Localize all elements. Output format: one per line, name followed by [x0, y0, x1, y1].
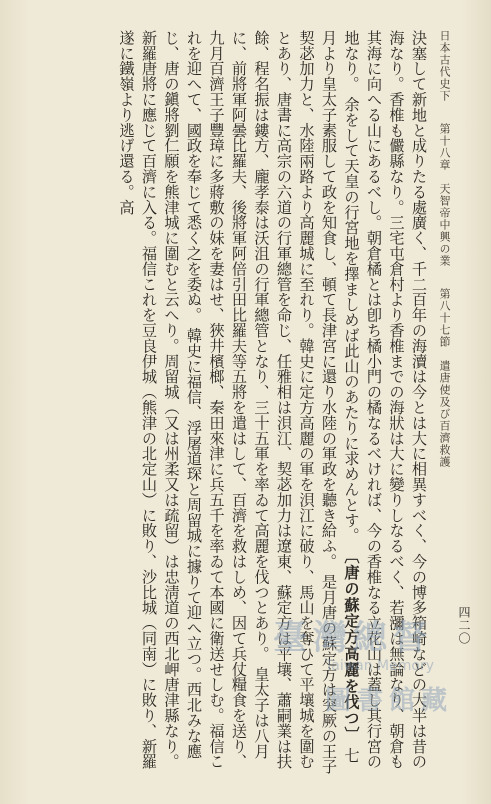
paragraph: 七月より皇太子素服して政を知食し、頓て長津宮に還り水陸の軍政を聽き給ふ。	[320, 30, 361, 764]
paragraph: 皇太子は八月に、前將軍阿曇比羅夫、後將軍阿倍引田比羅夫等五將を遣はして、百濟を救はしめ、因て兵仗糧食を送り、九月百濟王子豐璋に多蔣敷の妹を妻はせ、狹井檳榔、秦田來津に兵五千を率ゐて本國に衛送せしむ。福信これを迎へて、國政を奉じて悉く之を委ぬ。	[185, 30, 271, 770]
page-number: 四二〇	[457, 606, 471, 645]
watermark-line-2: 圖書館藏	[325, 686, 454, 716]
paragraph: 余をして天皇の行宮地を擇ましめば此山のあたりに求めんとす。	[342, 96, 361, 544]
body-text	[20, 30, 430, 775]
watermark-line-3: Taiwan Memory	[325, 658, 434, 674]
section-title: 〔唐の蘇定方高麗を伐つ〕	[342, 548, 361, 743]
paragraph: 決塞して新地と成りたる處廣く、千二百年の海瀆は今とは大に相異すべく、今の博多箱崎などの大半は昔の海なり。香椎も儼縣なり。三宅屯倉村より香椎までの海狀は大に變りしなるべく、若瀰は無論なり、朝倉も其海に向へる山にあるべし。朝倉橘とは卽ち橘小門の橘なるべければ、今の香椎なる立花山は蓋し其行宮の地なり。	[342, 30, 428, 770]
watermark-line-1: 臺灣總督	[273, 618, 433, 658]
chapter-title: 第十八章 天智帝中興の業	[438, 123, 451, 267]
running-header	[437, 30, 451, 468]
paragraph: 韓史に福信、浮屠道琛と周留城に據りて迎へ立つ。西北みな應じ、唐の鎭將劉仁願を熊津城に圍むと云へり。周留城（又は州柔又は疏留）は忠淸道の西北岬唐津縣なり。新羅唐將に應じて百濟に入る。福信これを豆良伊城（熊津の北定山）に敗り、沙比城（同南）に敗り、新羅遂に鐵嶺より逃げ還る。高	[117, 30, 203, 770]
section-heading: 第八十七節 遣唐使及び百濟救護	[438, 288, 451, 468]
paragraph: 是月唐の蘇定方は突厥の王子契苾加力と、水陸兩路より高麗城に至れり。韓史に定方高麗の軍を浿江に破り、馬山を奪ひて平壤城を圍むとあり、唐書に高宗の六道の行軍總管を命じ、任雅相は浿江、契苾加力は遼東、蘇定方は平壤、蕭嗣業は扶餘、程名振は鏤方、龐孝泰は沃沮の行軍總管となり、三十五軍を率ゐて高麗を伐つとあり。	[252, 30, 338, 775]
book-title: 日本古代史下	[438, 30, 451, 102]
